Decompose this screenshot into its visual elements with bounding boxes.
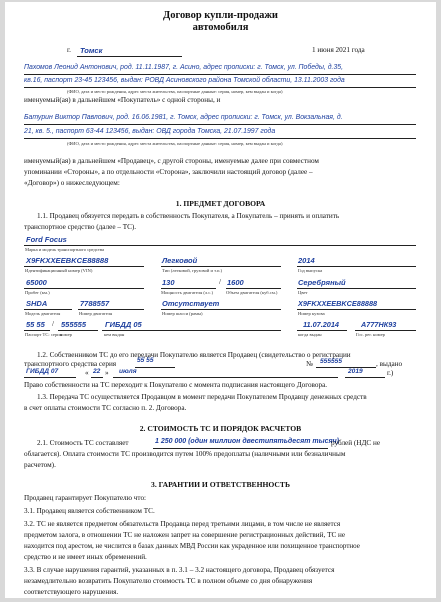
clause-3-3-line1: 3.3. В случае нарушения гарантий, указанных в п. 3.1 – 3.2 настоящего договора, Продавец обязуется [24, 566, 335, 574]
clause-3-2-line3: находится под арестом, не числится в базах данных МВД России как украденное или похищенное транспортное [24, 542, 360, 550]
volume-value: 1600 [227, 278, 244, 287]
engine-model-caption: Модель двигателя [25, 311, 61, 316]
reg-day-close-quote: » [105, 369, 109, 377]
seller-role-text-2: упоминании «Стороны», а по отдельности «Сторона», заключили настоящий договор (далее – [24, 168, 313, 176]
city-prefix: г. [67, 46, 71, 54]
seller-caption: (ФИО, дата и место рождения, адрес места жительства, паспортные данные: серия, номер, кем выдан и когда) [67, 141, 283, 146]
buyer-caption: (ФИО, дата и место рождения, адрес места жительства, паспортные данные: серия, номер, кем выдан и когда) [67, 89, 283, 94]
chassis-caption: Номер шасси (рамы) [162, 311, 203, 316]
clause-3-1: 3.1. Продавец является собственником ТС. [24, 507, 155, 515]
clause-3-2-line1: 3.2. ТС не является предметом обязательств Продавца перед третьими лицами, в том числе не является [24, 520, 341, 528]
plate-value: А777НК93 [361, 320, 397, 329]
volume-caption: Объем двигателя (куб.см.) [226, 290, 278, 295]
reg-number-value: 555555 [320, 358, 343, 365]
section-1-heading: 1. ПРЕДМЕТ ДОГОВОРА [175, 199, 266, 208]
ownership-transfer-text: Право собственности на ТС переходит к Покупателю с момента подписания настоящего Договора. [24, 381, 328, 389]
plate-caption: Гос. рег. номер [356, 332, 385, 337]
reg-year-suffix: г.) [387, 369, 394, 377]
seller-role-text-1: именуемый(ая) в дальнейшем «Продавец», с другой стороны, именуемые далее при совместном [24, 157, 319, 165]
buyer-role-text: именуемый(ая) в дальнейшем «Покупатель» с одной стороны, и [24, 96, 221, 104]
pts-issuer-caption: кем выдан [104, 332, 125, 337]
reg-year-value: 2019 [348, 368, 363, 375]
year-value: 2014 [298, 256, 315, 265]
clause-3-intro: Продавец гарантирует Покупателю что: [24, 494, 147, 502]
pts-issuer-value: ГИБДД 05 [105, 320, 142, 329]
reg-month-value: июля [119, 368, 137, 375]
pts-date-value: 11.07.2014 [303, 320, 339, 329]
body-caption: Номер кузова [298, 311, 325, 316]
clause-1-3-line2: в счет оплаты стоимости ТС согласно п. 2. Договора. [24, 404, 187, 412]
contract-page [5, 2, 436, 598]
pts-number-value: 555555 [61, 320, 87, 329]
city-value: Томск [80, 46, 103, 55]
clause-2-1-suffix: рублей (НДС не [331, 439, 381, 447]
power-caption: Мощность двигателя (л.с.) [161, 290, 214, 295]
document-subtitle: автомобиля [192, 22, 249, 33]
clause-1-3-line1: 1.3. Передача ТС осуществляется Продавцом в момент передачи Покупателем Продавцу денежных средств [37, 393, 367, 401]
color-value: Серебряный [298, 278, 346, 287]
power-value: 130 [162, 278, 175, 287]
clause-1-2-line2-prefix: транспортного средства серия [24, 360, 117, 368]
reg-issued-label: , выдано [376, 360, 403, 368]
reg-series-value: 55 55 [137, 357, 154, 364]
section-3-heading: 3. ГАРАНТИИ И ОТВЕТСТВЕННОСТЬ [151, 480, 290, 489]
seller-details-line1: Батурин Виктор Павлович, род. 16.06.1981, г. Томск, адрес прописки: г. Томск, ул. Вокзальная, д. [24, 114, 343, 121]
clause-1-1-line2: транспортное средство (далее – ТС). [24, 223, 137, 231]
reg-day-value: 22 [93, 368, 101, 375]
engine-model-value: SHDA [26, 299, 48, 308]
clause-1-1-line1: 1.1. Продавец обязуется передать в собственность Покупателя, а Покупатель – принять и оплатить [37, 212, 340, 220]
seller-role-text-3: «Договор») о нижеследующем: [24, 179, 120, 187]
color-caption: Цвет [298, 290, 308, 295]
mileage-caption: Пробег (км.) [25, 290, 50, 295]
reg-number-label: № [306, 360, 313, 368]
clause-3-3-line2: незамедлительно возвратить Покупателю стоимость ТС в полном объеме со дня обнаружения [24, 577, 313, 585]
clause-3-2-line2: предметом залога, в отношении ТС не наложен запрет на совершение регистрационных действий, ТС не [24, 531, 346, 539]
buyer-details-line1: Пахомов Леонид Антонович, род. 11.11.1987, г. Асино, адрес прописки: г. Томск, ул. Победы, д.35, [24, 64, 344, 71]
clause-3-2-line4: средство и не имеет иных обременений. [24, 553, 147, 561]
car-type-caption: Тип (легковой, грузовой и т.п.) [162, 268, 223, 273]
vin-value: X9FKXXEEBKCE88888 [26, 256, 109, 265]
pts-separator: / [52, 320, 54, 328]
clause-2-1-line3: расчетом). [24, 461, 56, 469]
engine-number-caption: Номер двигателя [79, 311, 113, 316]
buyer-details-line2: кв.16, паспорт 23-45 123456, выдан: РОВД Асиновского района Томской области, 13.11.2003 года [24, 77, 345, 84]
document-title: Договор купли-продажи [163, 10, 278, 21]
reg-day-open-quote: « [85, 369, 89, 377]
reg-issuer-value: ГИБДД 07 [26, 368, 59, 375]
power-volume-separator: / [219, 278, 221, 286]
car-type-value: Легковой [162, 256, 198, 265]
car-model-caption: Марка и модель транспортного средства [25, 247, 105, 252]
contract-date: 1 июня 2021 года [312, 46, 365, 54]
pts-number-caption: номер [60, 332, 72, 337]
pts-date-caption: когда выдан [298, 332, 322, 337]
price-value: 1 250 000 (один миллион двестипятьдесят тысяч) [155, 438, 340, 445]
clause-1-2-line1: 1.2. Собственником ТС до его передачи Покупателю является Продавец (свидетельство о регистрации [37, 351, 351, 359]
car-model-value: Ford Focus [26, 235, 67, 244]
clause-2-1-prefix: 2.1. Стоимость ТС составляет [37, 439, 129, 447]
mileage-value: 65000 [26, 278, 47, 287]
chassis-value: Отсутствует [162, 299, 220, 308]
pts-series-caption: Паспорт ТС: серия [25, 332, 62, 337]
clause-3-3-line3: соответствующего нарушения. [24, 588, 119, 596]
section-2-heading: 2. СТОИМОСТЬ ТС И ПОРЯДОК РАСЧЕТОВ [139, 424, 302, 433]
vin-caption: Идентификационный номер (VIN) [25, 268, 93, 273]
pts-series-value: 55 55 [26, 320, 45, 329]
clause-2-1-line2: облагается). Оплата стоимости ТС производится путем 100% предоплаты (наличными или безналичным [24, 450, 346, 458]
year-caption: Год выпуска [298, 268, 323, 273]
engine-number-value: 7788557 [80, 299, 110, 308]
body-value: X9FKXXEEBKCE88888 [298, 299, 378, 308]
seller-details-line2: 21, кв. 5., паспорт 63-44 123456, выдан: ОВД города Томска, 21.07.1997 года [24, 128, 276, 135]
